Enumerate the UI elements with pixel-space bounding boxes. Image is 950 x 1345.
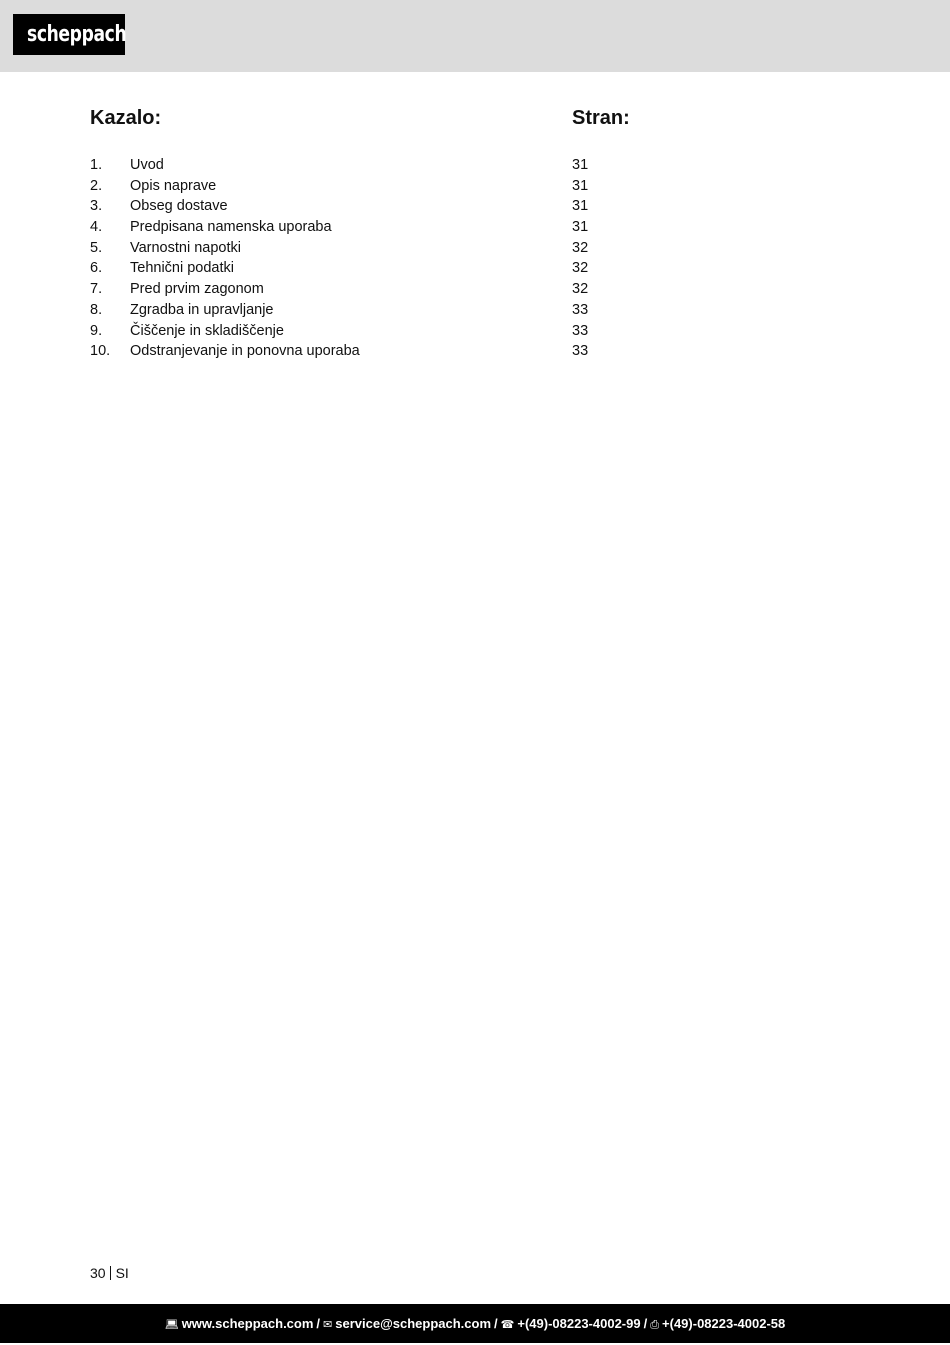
toc-entry-label: Pred prvim zagonom [130,281,264,298]
contact-bar [0,1304,950,1343]
phone-number: +(49)-08223-4002-99 [517,1316,641,1331]
brand-name: scheppach [26,22,127,47]
toc-entry-label: Tehnični podatki [130,260,234,277]
toc-entry-label: Obseg dostave [130,198,228,215]
toc-entry-number: 9. [90,322,103,339]
toc-entry-number: 4. [90,219,103,236]
toc-entry [90,279,650,300]
toc-entry [90,321,650,342]
page-column-title: Stran: [572,107,630,129]
toc-entry-number: 3. [90,198,103,215]
toc-entry-label: Čiščenje in skladiščenje [130,322,284,339]
toc-entry [90,238,650,259]
toc-entry-page: 33 [572,322,589,339]
fax-icon: ⎙ [650,1319,660,1331]
toc-entry-number: 7. [90,281,103,298]
divider [110,1266,111,1280]
toc-entry-label: Zgradba in upravljanje [130,301,274,318]
computer-icon: 💻︎ [164,1319,179,1331]
toc-entry [90,258,650,279]
toc-entry [90,176,650,197]
phone-icon: ☎︎ [500,1319,515,1331]
header-band [0,0,950,72]
toc-entry-page: 33 [572,343,589,360]
toc-entry-page: 32 [572,239,589,256]
separator: / [494,1316,498,1331]
toc-list [90,155,650,362]
envelope-icon: ✉︎ [323,1319,333,1331]
toc-entry-page: 32 [572,260,589,277]
toc-entry-page: 33 [572,301,589,318]
toc-entry-number: 1. [90,157,103,173]
toc-entry-label: Uvod [130,157,164,173]
page-number: 30 [90,1265,106,1281]
toc-entry-page: 31 [572,157,589,173]
page-number-footer [90,1264,129,1282]
toc-entry-page: 31 [572,177,589,194]
language-code: SI [115,1265,129,1281]
toc-entry [90,196,650,217]
toc-entry-number: 10. [90,343,111,360]
toc-entry-number: 2. [90,177,103,194]
toc-entry-number: 8. [90,301,103,318]
toc-entry [90,341,650,362]
separator: / [316,1316,321,1331]
toc-entry-page: 32 [572,281,589,298]
website-link[interactable]: www.scheppach.com [181,1316,314,1331]
toc-title: Kazalo: [90,107,162,129]
toc-entry-label: Predpisana namenska uporaba [130,219,332,236]
toc-entry-number: 5. [90,239,103,256]
separator: / [643,1316,648,1331]
scheppach-logo [13,14,125,55]
toc-entry [90,300,650,321]
email-link[interactable]: service@scheppach.com [335,1316,492,1331]
toc-entry-page: 31 [572,198,589,215]
toc-entry-page: 31 [572,219,589,236]
toc-entry-label: Opis naprave [130,177,217,194]
fax-number: +(49)-08223-4002-58 [662,1316,786,1331]
toc-entry-label: Varnostni napotki [130,239,241,256]
toc-entry-number: 6. [90,260,103,277]
toc-entry [90,155,650,176]
toc-entry [90,217,650,238]
toc-entry-label: Odstranjevanje in ponovna uporaba [130,343,360,360]
